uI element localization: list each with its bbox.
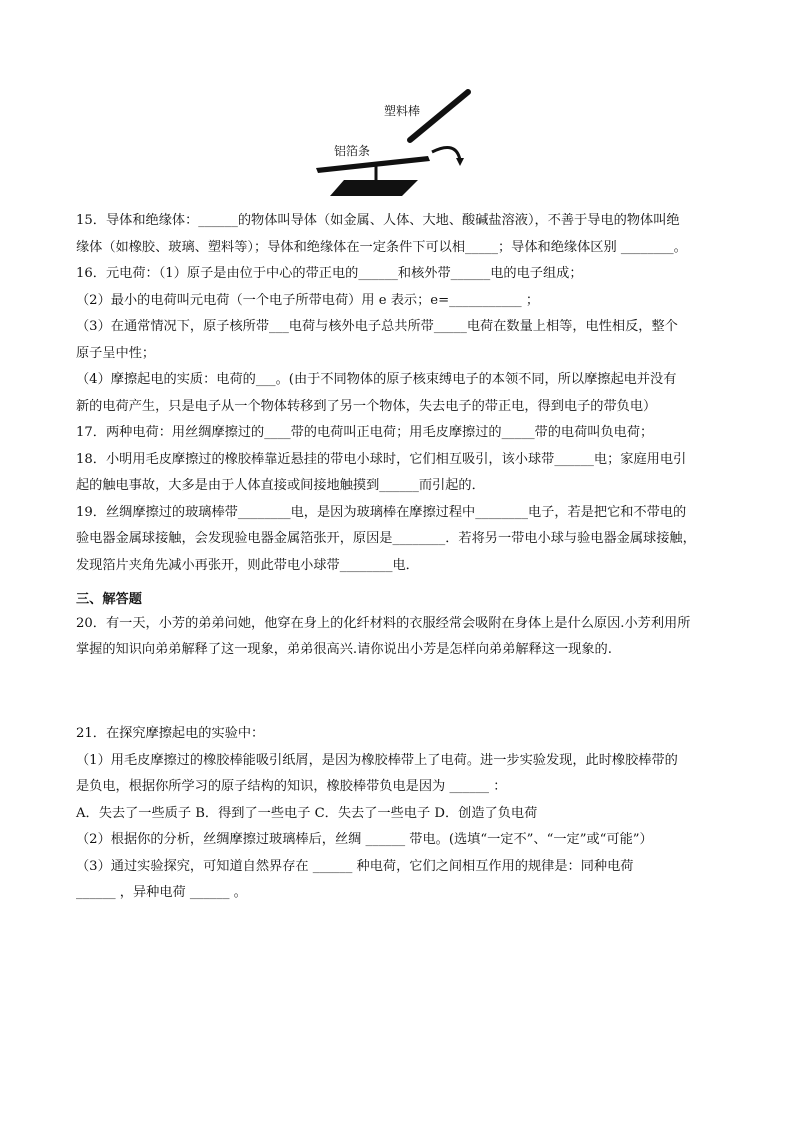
q17-line: 17．两种电荷：用丝绸摩擦过的____带的电荷叫正电荷；用毛皮摩擦过的_____带的电荷叫负电荷； bbox=[76, 425, 654, 440]
q15-line-2: 缘体（如橡胶、玻璃、塑料等）；导体和绝缘体在一定条件下可以相_____；导体和绝缘体区别 ________。 bbox=[76, 239, 687, 255]
q16-line-1: 16．元电荷：（1）原子是由位于中心的带正电的______和核外带______电的电子组成； bbox=[76, 266, 583, 281]
q16-line-3: （3）在通常情况下，原子核所带___电荷与核外电子总共所带_____电荷在数量上相等，电性相反，整个 bbox=[76, 319, 678, 334]
q16-line-6: 新的电荷产生，只是电子从一个物体转移到了另一个物体，失去电子的带正电，得到电子的带负电） bbox=[76, 398, 657, 414]
q16-line-4: 原子呈中性； bbox=[76, 345, 156, 361]
q21-line-6: ______ ，异种电荷 ______ 。 bbox=[76, 885, 247, 900]
q20-line-2: 掌握的知识向弟弟解释了这一现象，弟弟很高兴.请你说出小芳是怎样向弟弟解释这一现象的. bbox=[76, 642, 612, 657]
rod-foil-illustration bbox=[300, 82, 500, 200]
q18-line-1: 18．小明用毛皮摩擦过的橡胶棒靠近悬挂的带电小球时，它们相互吸引，该小球带______电；家庭用电引 bbox=[76, 451, 687, 467]
q21-line-3: 是负电，根据你所学习的原子结构的知识，橡胶棒带负电是因为 ______ ： bbox=[76, 779, 507, 794]
q21-line-2: （1）用毛皮摩擦过的橡胶棒能吸引纸屑，是因为橡胶棒带上了电荷。进一步实验发现，此时橡胶棒带的 bbox=[76, 752, 678, 768]
q21-line-4: （2）根据你的分析，丝绸摩擦过玻璃棒后，丝绸 ______ 带电。(选填“一定不”、“一定”或“可能”） bbox=[76, 832, 653, 847]
section-title: 三、解答题 bbox=[76, 592, 142, 607]
q19-line-3: 发现箔片夹角先减小再张开，则此带电小球带________电． bbox=[76, 557, 419, 573]
question-text bbox=[76, 208, 724, 907]
q20-line-1: 20．有一天，小芳的弟弟问她，他穿在身上的化纤材料的衣服经常会吸附在身体上是什么原因.小芳利用所 bbox=[76, 616, 691, 631]
q16-line-2: （2）最小的电荷叫元电荷（一个电子所带电荷）用 e 表示；e=___________ ； bbox=[76, 292, 540, 308]
experiment-figure bbox=[300, 82, 500, 200]
q16-line-5: （4）摩擦起电的实质：电荷的___。(由于不同物体的原子核束缚电子的本领不同，所以摩擦起电并没有 bbox=[76, 372, 677, 387]
stand-base bbox=[330, 180, 418, 196]
foil-strip-label: 铝箔条 bbox=[334, 144, 371, 158]
q15-line-1: 15．导体和绝缘体：______的物体叫导体（如金属、人体、大地、酸碱盐溶液），不善于导电的物体叫绝 bbox=[76, 213, 680, 228]
plastic-rod-label: 塑料棒 bbox=[384, 104, 421, 118]
q21-line-1: 21．在探究摩擦起电的实验中： bbox=[76, 726, 265, 741]
q19-line-2: 验电器金属球接触，会发现验电器金属箔张开，原因是________．若将另一带电小球与验电器金属球接触， bbox=[76, 531, 696, 546]
curved-arrow bbox=[432, 148, 460, 161]
q21-options: A．失去了一些质子 B．得到了一些电子 C．失去了一些电子 D．创造了负电荷 bbox=[76, 805, 538, 821]
q21-line-5: （3）通过实验探究，可知道自然界存在 ______ 种电荷，它们之间相互作用的规律是：同种电荷 bbox=[76, 858, 634, 874]
answer-space bbox=[76, 663, 724, 721]
q19-line-1: 19．丝绸摩擦过的玻璃棒带________电，是因为玻璃棒在摩擦过程中________电子，若是把它和不带电的 bbox=[76, 504, 687, 520]
q18-line-2: 起的触电事故，大多是由于人体直接或间接地触摸到______而引起的． bbox=[76, 478, 485, 493]
